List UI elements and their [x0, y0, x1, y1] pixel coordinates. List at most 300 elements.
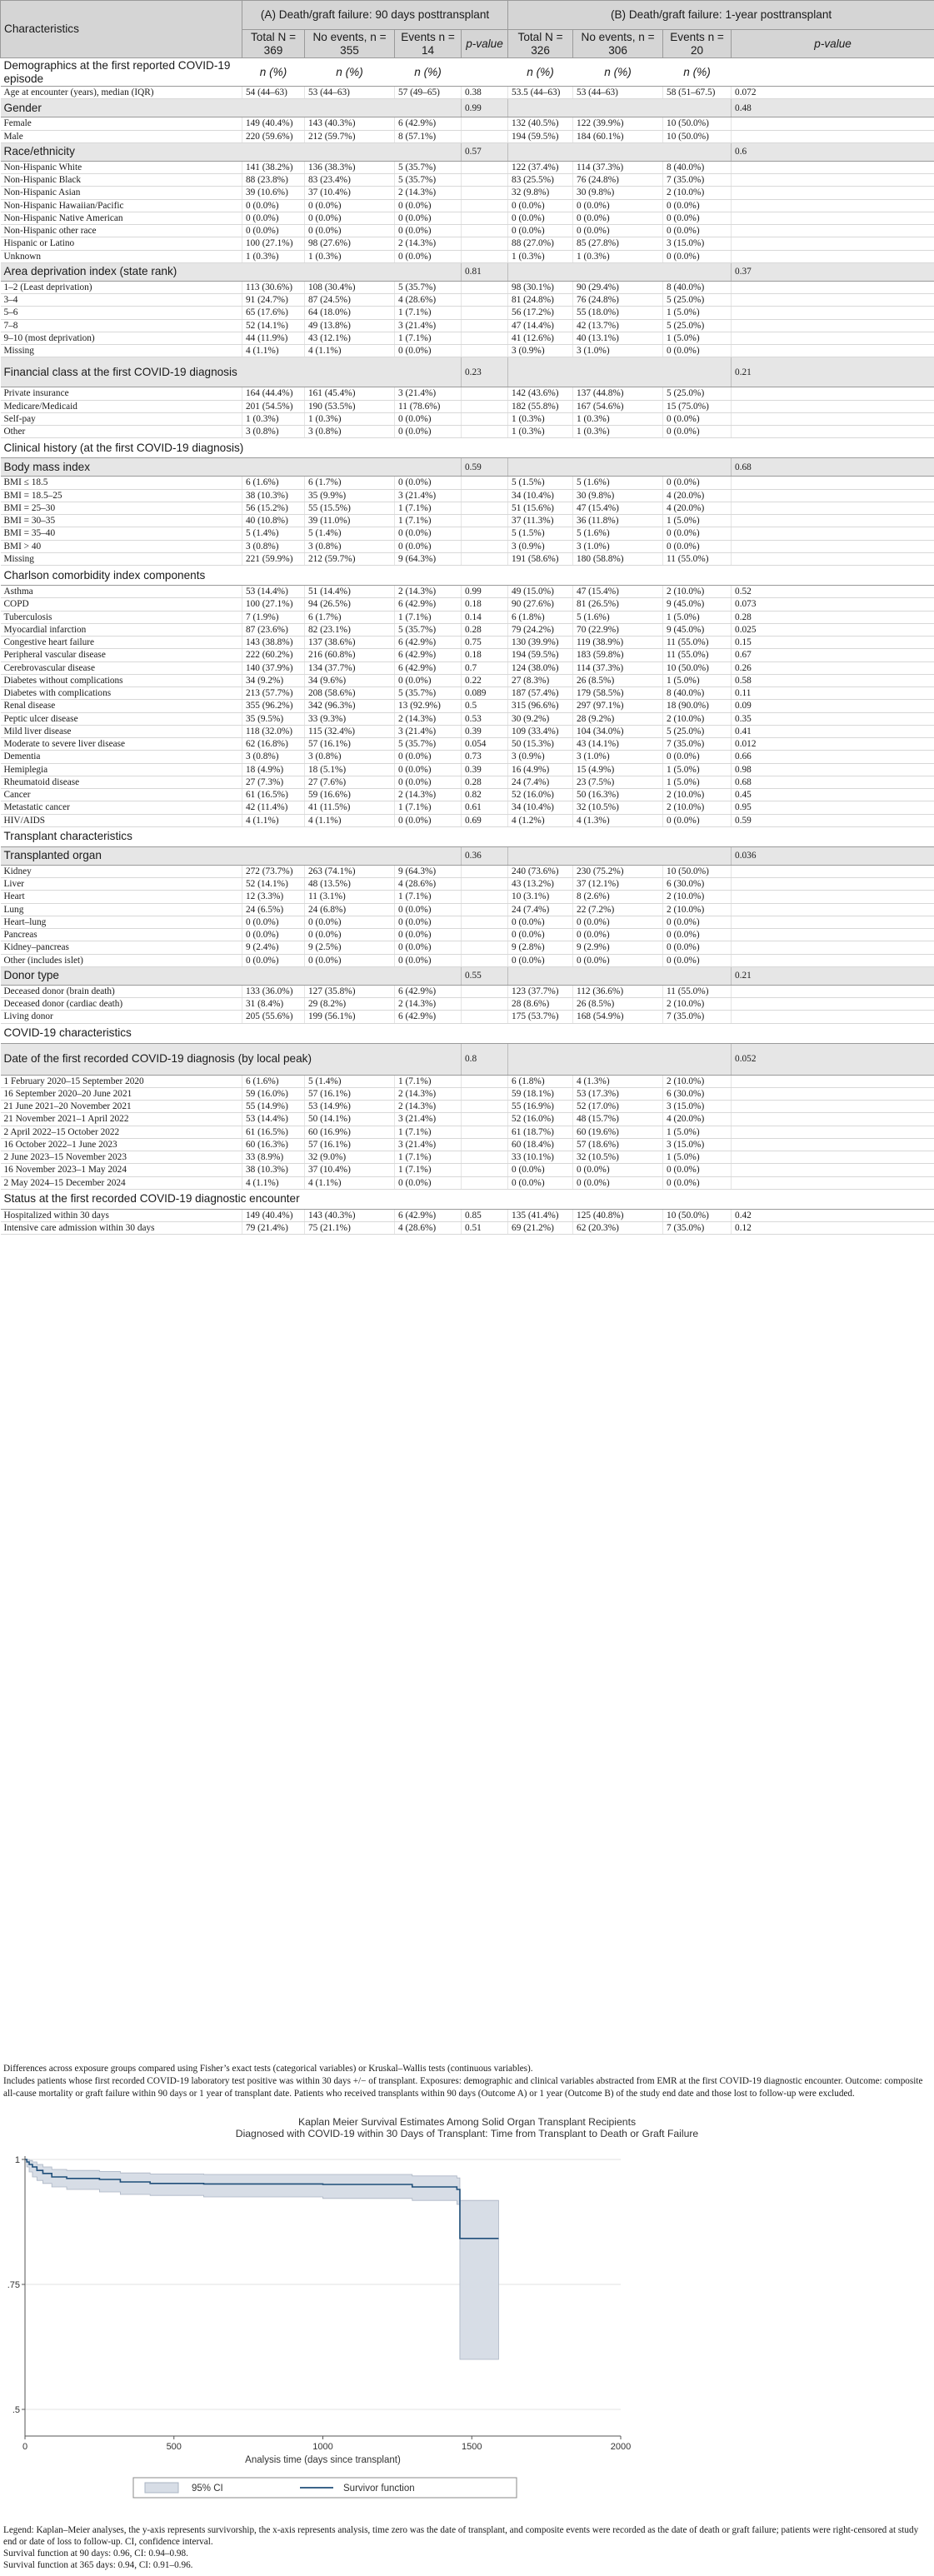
cell-value	[462, 174, 508, 187]
cell-value: 6 (1.7%)	[305, 477, 395, 489]
cell-value: 4 (28.6%)	[395, 294, 462, 307]
row-label: Self-pay	[1, 412, 242, 425]
cell-value: 1 (0.3%)	[573, 426, 663, 438]
cell-value: 57 (16.1%)	[305, 1087, 395, 1100]
cell-value: 24 (6.5%)	[242, 903, 305, 916]
cell-value: 3 (15.0%)	[663, 237, 732, 250]
a-pvalue-header: p-value	[462, 30, 508, 58]
cell-value	[732, 161, 934, 173]
cell-value: 70 (22.9%)	[573, 623, 663, 636]
row-label: Deceased donor (cardiac death)	[1, 998, 242, 1011]
cell-value: 2 (14.3%)	[395, 712, 462, 725]
cell-value: 9 (2.4%)	[242, 941, 305, 954]
cell-value: 43 (12.1%)	[305, 332, 395, 344]
variable-header-row	[1, 262, 934, 281]
cell-value: 182 (55.8%)	[508, 400, 573, 412]
cell-value: 108 (30.4%)	[305, 281, 395, 293]
cell-value: 3 (0.8%)	[242, 426, 305, 438]
cell-value: 0 (0.0%)	[663, 527, 732, 540]
cell-value: 0 (0.0%)	[573, 954, 663, 966]
cell-value: 2 (14.3%)	[395, 586, 462, 598]
cell-value	[462, 250, 508, 262]
cell-value: 61 (16.5%)	[242, 789, 305, 801]
cell-value: 27 (7.6%)	[305, 776, 395, 788]
cell-value: 9 (45.0%)	[663, 598, 732, 611]
cell-value: 5 (1.6%)	[573, 527, 663, 540]
row-label: Non-Hispanic other race	[1, 225, 242, 237]
cell-value: 342 (96.3%)	[305, 700, 395, 712]
cell-value: 34 (9.2%)	[242, 674, 305, 686]
npct-label: n (%)	[242, 58, 305, 87]
cell-value: 0.012	[732, 738, 934, 751]
cell-value: 0 (0.0%)	[508, 916, 573, 928]
cell-value: 0 (0.0%)	[663, 929, 732, 941]
group-a-header: (A) Death/graft failure: 90 days posttransplant	[242, 1, 508, 30]
table-row	[1, 1087, 934, 1100]
cell-value: 0.7	[462, 661, 508, 674]
cell-value: 0 (0.0%)	[508, 225, 573, 237]
p-value-a: 0.8	[462, 1043, 508, 1075]
y-tick-label: .5	[12, 2405, 20, 2415]
category-label: COVID-19 characteristics	[1, 1023, 934, 1043]
cell-value: 2 (14.3%)	[395, 187, 462, 199]
cell-value: 90 (29.4%)	[573, 281, 663, 293]
figure-footer	[3, 2524, 930, 2571]
table-row	[1, 674, 934, 686]
cell-value: 52 (16.0%)	[508, 789, 573, 801]
cell-value: 0.089	[462, 687, 508, 700]
cell-value	[462, 130, 508, 142]
cell-value: 35 (9.9%)	[305, 489, 395, 502]
table-row	[1, 1176, 934, 1189]
cell-value: 76 (24.8%)	[573, 294, 663, 307]
cell-value: 179 (58.5%)	[573, 687, 663, 700]
cell-value: 83 (25.5%)	[508, 174, 573, 187]
cell-value: 38 (10.3%)	[242, 1164, 305, 1176]
table-row	[1, 1164, 934, 1176]
cell-value: 6 (1.7%)	[305, 611, 395, 623]
cell-value: 2 (10.0%)	[663, 998, 732, 1011]
cell-value: 41 (12.6%)	[508, 332, 573, 344]
cell-value: 30 (9.8%)	[573, 187, 663, 199]
cell-value: 1 (5.0%)	[663, 1126, 732, 1138]
cell-value	[462, 954, 508, 966]
cell-value	[462, 345, 508, 357]
table-row	[1, 552, 934, 565]
cell-value: 18 (4.9%)	[242, 763, 305, 776]
row-label: Mild liver disease	[1, 725, 242, 737]
empty-cell	[508, 1043, 732, 1075]
cell-value	[732, 345, 934, 357]
cell-value: 6 (42.9%)	[395, 117, 462, 130]
cell-value: 37 (12.1%)	[573, 878, 663, 891]
row-label: Tuberculosis	[1, 611, 242, 623]
cell-value: 216 (60.8%)	[305, 649, 395, 661]
row-label: Male	[1, 130, 242, 142]
cell-value: 29 (8.2%)	[305, 998, 395, 1011]
cell-value: 39 (11.0%)	[305, 515, 395, 527]
cell-value: 60 (18.4%)	[508, 1138, 573, 1151]
table-row	[1, 332, 934, 344]
cell-value: 127 (35.8%)	[305, 985, 395, 997]
cell-value: 88 (27.0%)	[508, 237, 573, 250]
ci-band	[25, 2159, 498, 2359]
cell-value: 0 (0.0%)	[395, 776, 462, 788]
p-value-b: 0.68	[732, 458, 934, 477]
cell-value: 0 (0.0%)	[305, 225, 395, 237]
cell-value: 0 (0.0%)	[395, 212, 462, 224]
table-row	[1, 281, 934, 293]
empty-cell	[508, 99, 732, 117]
cell-value: 49 (15.0%)	[508, 586, 573, 598]
cell-value: 0.95	[732, 801, 934, 814]
cell-value: 65 (17.6%)	[242, 307, 305, 319]
cell-value: 132 (40.5%)	[508, 117, 573, 130]
table-row	[1, 1222, 934, 1235]
cell-value: 61 (16.5%)	[242, 1126, 305, 1138]
cell-value: 1 (5.0%)	[663, 515, 732, 527]
cell-value: 51 (14.4%)	[305, 586, 395, 598]
cell-value: 1 (7.1%)	[395, 891, 462, 903]
category-row	[1, 826, 934, 846]
category-row	[1, 438, 934, 458]
cell-value	[732, 174, 934, 187]
cell-value: 24 (7.4%)	[508, 903, 573, 916]
cell-value: 1 (7.1%)	[395, 1126, 462, 1138]
cell-value: 122 (37.4%)	[508, 161, 573, 173]
cell-value: 0.66	[732, 751, 934, 763]
cell-value: 2 (14.3%)	[395, 998, 462, 1011]
cell-value: 79 (24.2%)	[508, 623, 573, 636]
cell-value: 38 (10.3%)	[242, 489, 305, 502]
cell-value	[732, 552, 934, 565]
cell-value	[462, 161, 508, 173]
cell-value: 83 (23.4%)	[305, 174, 395, 187]
cell-value	[732, 212, 934, 224]
cell-value	[462, 903, 508, 916]
cell-value: 0 (0.0%)	[305, 916, 395, 928]
table-row	[1, 345, 934, 357]
cell-value: 0.75	[462, 637, 508, 649]
table-row	[1, 776, 934, 788]
cell-value: 22 (7.2%)	[573, 903, 663, 916]
cell-value: 1 (7.1%)	[395, 515, 462, 527]
cell-value: 2 (10.0%)	[663, 789, 732, 801]
cell-value: 43 (14.1%)	[573, 738, 663, 751]
a-events-header: Events n = 14	[395, 30, 462, 58]
table-notes	[3, 2063, 930, 2100]
cell-value: 15 (4.9%)	[573, 763, 663, 776]
cell-value: 28 (8.6%)	[508, 998, 573, 1011]
cell-value: 272 (73.7%)	[242, 865, 305, 877]
row-label: Renal disease	[1, 700, 242, 712]
p-value-a: 0.23	[462, 357, 508, 387]
cell-value: 8 (40.0%)	[663, 161, 732, 173]
cell-value: 59 (16.0%)	[242, 1087, 305, 1100]
cell-value: 8 (40.0%)	[663, 281, 732, 293]
cell-value: 0.28	[462, 623, 508, 636]
cell-value: 5 (25.0%)	[663, 725, 732, 737]
cell-value: 136 (38.3%)	[305, 161, 395, 173]
cell-value: 0 (0.0%)	[663, 751, 732, 763]
cell-value: 137 (38.6%)	[305, 637, 395, 649]
cell-value: 6 (1.8%)	[508, 1075, 573, 1087]
cell-value: 39 (10.6%)	[242, 187, 305, 199]
cell-value	[462, 515, 508, 527]
cell-value	[732, 903, 934, 916]
table-row	[1, 489, 934, 502]
table-row	[1, 687, 934, 700]
cell-value: 0.82	[462, 789, 508, 801]
cell-value: 149 (40.4%)	[242, 1209, 305, 1221]
row-label: Living donor	[1, 1011, 242, 1023]
b-noevents-header: No events, n = 306	[573, 30, 663, 58]
p-value-a: 0.36	[462, 846, 508, 865]
table-row	[1, 1138, 934, 1151]
table-row	[1, 814, 934, 826]
cell-value: 0 (0.0%)	[395, 199, 462, 212]
variable-label: Date of the first recorded COVID-19 diagnosis (by local peak)	[1, 1043, 462, 1075]
table-row	[1, 865, 934, 877]
cell-value	[732, 412, 934, 425]
cell-value: 1 (5.0%)	[663, 1151, 732, 1164]
cell-value: 6 (42.9%)	[395, 661, 462, 674]
row-label: 5–6	[1, 307, 242, 319]
table-row	[1, 789, 934, 801]
cell-value: 0.28	[462, 776, 508, 788]
legend-ci-label: 95% CI	[192, 2484, 223, 2494]
cell-value: 33 (8.9%)	[242, 1151, 305, 1164]
cell-value: 2 (10.0%)	[663, 586, 732, 598]
p-value-b: 0.6	[732, 142, 934, 161]
cell-value	[732, 237, 934, 250]
cell-value: 109 (33.4%)	[508, 725, 573, 737]
table-row	[1, 130, 934, 142]
cell-value	[732, 1101, 934, 1113]
chart-title: Kaplan Meier Survival Estimates Among Solid Organ Transplant Recipients	[297, 2116, 637, 2128]
cell-value	[732, 1138, 934, 1151]
cell-value: 194 (59.5%)	[508, 649, 573, 661]
cell-value: 50 (14.1%)	[305, 1113, 395, 1126]
row-label: Other (includes islet)	[1, 954, 242, 966]
cell-value: 53 (17.3%)	[573, 1087, 663, 1100]
cell-value: 187 (57.4%)	[508, 687, 573, 700]
cell-value: 122 (39.9%)	[573, 117, 663, 130]
table-row	[1, 801, 934, 814]
cell-value: 82 (23.1%)	[305, 623, 395, 636]
cell-value: 143 (40.3%)	[305, 117, 395, 130]
cell-value	[462, 527, 508, 540]
cell-value: 0 (0.0%)	[573, 199, 663, 212]
p-value-b: 0.37	[732, 262, 934, 281]
survival-90: Survival function at 90 days: 0.96, CI: 0.94–0.98.	[3, 2549, 188, 2559]
empty-cell	[508, 846, 732, 865]
cell-value: 6 (42.9%)	[395, 985, 462, 997]
cell-value: 119 (38.9%)	[573, 637, 663, 649]
cell-value: 10 (50.0%)	[663, 661, 732, 674]
cell-value	[732, 319, 934, 332]
variable-label: Donor type	[1, 966, 462, 985]
cell-value: 5 (35.7%)	[395, 623, 462, 636]
cell-value: 1 (0.3%)	[305, 250, 395, 262]
cell-value	[462, 1151, 508, 1164]
cell-value	[732, 1151, 934, 1164]
row-label: 2 May 2024–15 December 2024	[1, 1176, 242, 1189]
cell-value: 87 (23.6%)	[242, 623, 305, 636]
cell-value: 34 (10.4%)	[508, 801, 573, 814]
table-row	[1, 763, 934, 776]
x-tick-label: 1000	[312, 2442, 333, 2452]
cell-value: 62 (20.3%)	[573, 1222, 663, 1235]
cell-value	[462, 865, 508, 877]
cell-value: 143 (38.8%)	[242, 637, 305, 649]
p-value-a: 0.59	[462, 458, 508, 477]
cell-value: 0.69	[462, 814, 508, 826]
p-value-b: 0.48	[732, 99, 934, 117]
cell-value	[732, 865, 934, 877]
cell-value: 47 (14.4%)	[508, 319, 573, 332]
cell-value	[732, 998, 934, 1011]
cell-value: 52 (14.1%)	[242, 878, 305, 891]
cell-value: 0.39	[462, 763, 508, 776]
table-row	[1, 586, 934, 598]
table-row	[1, 712, 934, 725]
cell-value: 142 (43.6%)	[508, 387, 573, 400]
cell-value: 0 (0.0%)	[395, 941, 462, 954]
cell-value: 76 (24.8%)	[573, 174, 663, 187]
table-row	[1, 412, 934, 425]
row-label: Rheumatoid disease	[1, 776, 242, 788]
p-value-b: 0.036	[732, 846, 934, 865]
cell-value: 221 (59.9%)	[242, 552, 305, 565]
cell-value: 5 (1.5%)	[508, 527, 573, 540]
cell-value: 140 (37.9%)	[242, 661, 305, 674]
category-label: Clinical history (at the first COVID-19 diagnosis)	[1, 438, 934, 458]
b-events-header: Events n = 20	[663, 30, 732, 58]
row-label: 3–4	[1, 294, 242, 307]
cell-value: 9 (2.5%)	[305, 941, 395, 954]
cell-value: 41 (11.5%)	[305, 801, 395, 814]
cell-value: 5 (35.7%)	[395, 738, 462, 751]
category-row	[1, 566, 934, 586]
variable-label: Race/ethnicity	[1, 142, 462, 161]
cell-value: 0.5	[462, 700, 508, 712]
row-label: Cancer	[1, 789, 242, 801]
cell-value: 3 (21.4%)	[395, 725, 462, 737]
cell-value	[462, 985, 508, 997]
cell-value: 118 (32.0%)	[242, 725, 305, 737]
cell-value: 5 (1.4%)	[242, 527, 305, 540]
cell-value	[732, 1164, 934, 1176]
cell-value: 0 (0.0%)	[305, 199, 395, 212]
table-row	[1, 502, 934, 514]
cell-value: 0.12	[732, 1222, 934, 1235]
cell-value: 0 (0.0%)	[663, 426, 732, 438]
cell-value: 2 (14.3%)	[395, 1087, 462, 1100]
cell-value	[732, 916, 934, 928]
cell-value: 2 (10.0%)	[663, 712, 732, 725]
table-row	[1, 598, 934, 611]
cell-value: 0.025	[732, 623, 934, 636]
cell-value: 36 (11.8%)	[573, 515, 663, 527]
row-label: 16 September 2020–20 June 2021	[1, 1087, 242, 1100]
row-label: 16 October 2022–1 June 2023	[1, 1138, 242, 1151]
cell-value: 2 (10.0%)	[663, 187, 732, 199]
cell-value: 18 (90.0%)	[663, 700, 732, 712]
empty-cell	[508, 142, 732, 161]
cell-value: 57 (18.6%)	[573, 1138, 663, 1151]
cell-value: 135 (41.4%)	[508, 1209, 573, 1221]
cell-value: 5 (35.7%)	[395, 281, 462, 293]
cell-value: 0 (0.0%)	[663, 814, 732, 826]
cell-value: 42 (13.7%)	[573, 319, 663, 332]
cell-value: 0.38	[462, 87, 508, 99]
cell-value: 0 (0.0%)	[305, 954, 395, 966]
figure-title	[0, 2116, 934, 2139]
cell-value: 0.35	[732, 712, 934, 725]
cell-value: 0 (0.0%)	[395, 477, 462, 489]
cell-value	[462, 502, 508, 514]
cell-value: 1 (7.1%)	[395, 307, 462, 319]
table-row	[1, 903, 934, 916]
cell-value: 52 (16.0%)	[508, 1113, 573, 1126]
row-label: Hemiplegia	[1, 763, 242, 776]
cell-value: 7 (35.0%)	[663, 174, 732, 187]
cell-value: 113 (30.6%)	[242, 281, 305, 293]
cell-value: 114 (37.3%)	[573, 661, 663, 674]
cell-value: 55 (14.9%)	[242, 1101, 305, 1113]
cell-value: 53 (14.9%)	[305, 1101, 395, 1113]
row-label: Moderate to severe liver disease	[1, 738, 242, 751]
cell-value: 2 (10.0%)	[663, 801, 732, 814]
cell-value: 0 (0.0%)	[395, 929, 462, 941]
cell-value: 11 (55.0%)	[663, 649, 732, 661]
cell-value: 2 (10.0%)	[663, 891, 732, 903]
row-label: Myocardial infarction	[1, 623, 242, 636]
cell-value: 1 (7.1%)	[395, 502, 462, 514]
cell-value: 3 (1.0%)	[573, 540, 663, 552]
cell-value: 6 (1.6%)	[242, 1075, 305, 1087]
cell-value: 1 (0.3%)	[242, 412, 305, 425]
cell-value	[462, 1101, 508, 1113]
cell-value: 7 (35.0%)	[663, 1222, 732, 1235]
cell-value: 32 (9.8%)	[508, 187, 573, 199]
cell-value: 0 (0.0%)	[573, 1176, 663, 1189]
cell-value: 58 (51–67.5)	[663, 87, 732, 99]
row-label: 16 November 2023–1 May 2024	[1, 1164, 242, 1176]
a-total-header: Total N = 369	[242, 30, 305, 58]
cell-value: 5 (1.6%)	[573, 477, 663, 489]
cell-value: 1 (7.1%)	[395, 1164, 462, 1176]
x-tick-label: 0	[22, 2442, 28, 2452]
cell-value	[462, 237, 508, 250]
cell-value: 133 (36.0%)	[242, 985, 305, 997]
cell-value: 0 (0.0%)	[395, 674, 462, 686]
cell-value: 88 (23.8%)	[242, 174, 305, 187]
cell-value: 4 (20.0%)	[663, 1113, 732, 1126]
cell-value: 11 (78.6%)	[395, 400, 462, 412]
cell-value	[732, 387, 934, 400]
table-row	[1, 515, 934, 527]
cell-value: 26 (8.5%)	[573, 998, 663, 1011]
cell-value	[732, 426, 934, 438]
cell-value: 98 (27.6%)	[305, 237, 395, 250]
chart-subtitle: Diagnosed with COVID-19 within 30 Days of Transplant: Time from Transplant to Death or Graft Failure	[235, 2128, 699, 2139]
cell-value: 9 (2.9%)	[573, 941, 663, 954]
cell-value: 0 (0.0%)	[663, 250, 732, 262]
cell-value: 27 (7.3%)	[242, 776, 305, 788]
cell-value: 11 (55.0%)	[663, 552, 732, 565]
